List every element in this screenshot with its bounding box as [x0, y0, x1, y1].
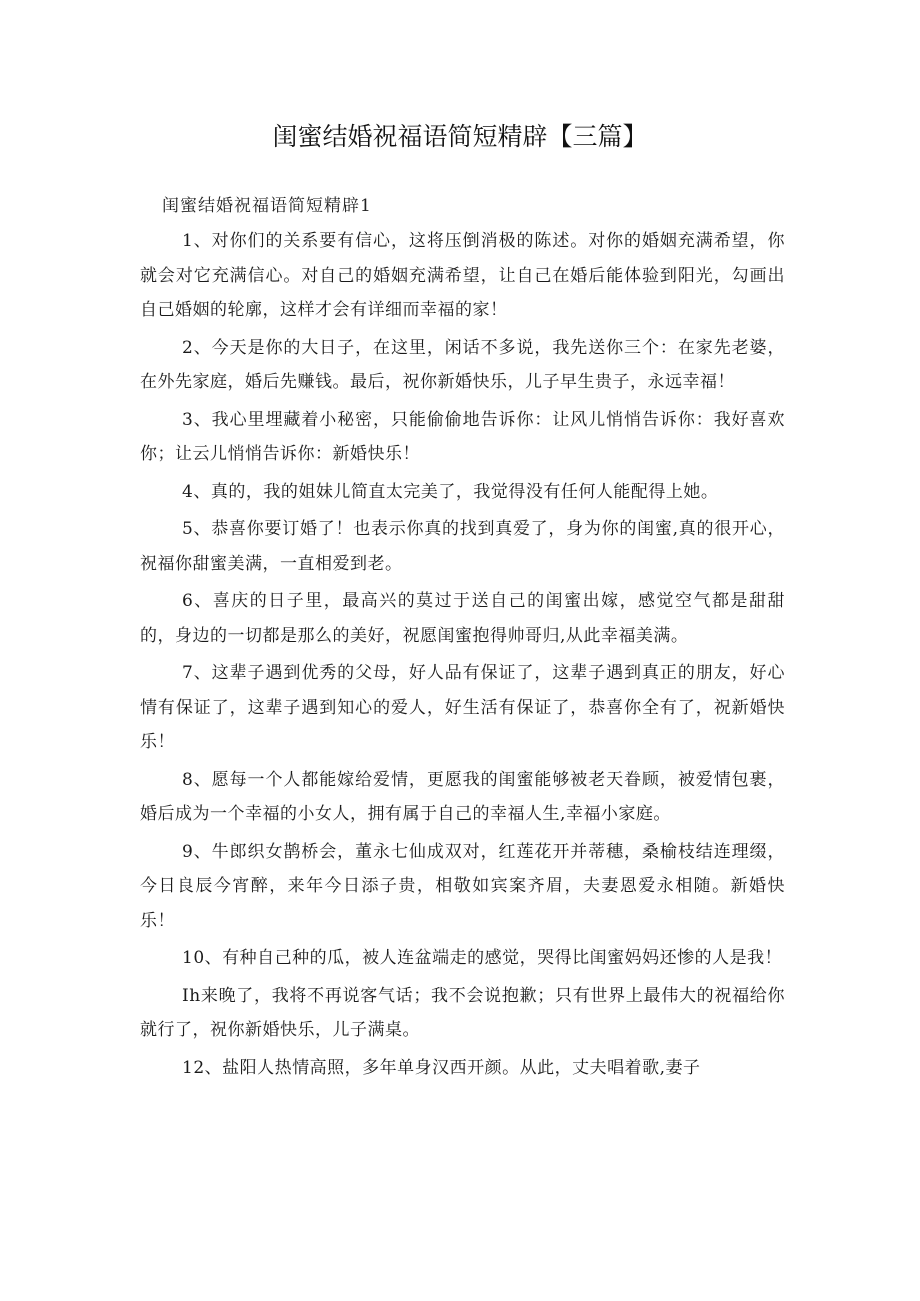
paragraph-9: 9、牛郎织女鹊桥会，董永七仙成双对，红莲花开并蒂穗，桑榆枝结连理缀，今日良辰今宵醉，来年今日添子贵，相敬如宾案齐眉，夫妻恩爱永相随。新婚快乐！	[140, 841, 785, 931]
paragraph-11: Ih来晚了，我将不再说客气话；我不会说抱歉；只有世界上最伟大的祝福给你就行了，祝你新婚快乐，儿子满桌。	[140, 985, 785, 1040]
paragraph-10: 10、有种自己种的瓜，被人连盆端走的感觉，哭得比闺蜜妈妈还惨的人是我！	[182, 948, 783, 968]
paragraph-8: 8、愿每一个人都能嫁给爱情，更愿我的闺蜜能够被老天眷顾，被爱情包裹，婚后成为一个幸福的小女人，拥有属于自己的幸福人生,幸福小家庭。	[140, 769, 785, 824]
paragraph-4: 4、真的，我的姐妹儿简直太完美了，我觉得没有任何人能配得上她。	[182, 481, 719, 502]
document-body	[140, 224, 785, 1088]
paragraph-2: 2、今天是你的大日子，在这里，闲话不多说，我先送你三个：在家先老婆，在外先家庭，婚后先赚钱。最后，祝你新婚快乐，儿子早生贵子，永远幸福！	[140, 337, 785, 392]
document-title: 闺蜜结婚祝福语简短精辟【三篇】	[272, 122, 648, 151]
paragraph-1: 1、对你们的关系要有信心，这将压倒消极的陈述。对你的婚姻充满希望，你就会对它充满信心。对自己的婚姻充满希望，让自己在婚后能体验到阳光，勾画出自己婚姻的轮廓，这样才会有详细而幸福的家！	[140, 231, 785, 320]
paragraph-5: 5、恭喜你要订婚了！也表示你真的找到真爱了，身为你的闺蜜,真的很开心，祝福你甜蜜美满，一直相爱到老。	[140, 519, 785, 574]
paragraph-6: 6、喜庆的日子里，最高兴的莫过于送自己的闺蜜出嫁，感觉空气都是甜甜的，身边的一切都是那么的美好，祝愿闺蜜抱得帅哥归,从此幸福美满。	[140, 591, 785, 646]
paragraph-3: 3、我心里埋藏着小秘密，只能偷偷地告诉你：让风儿悄悄告诉你：我好喜欢你；让云儿悄悄告诉你：新婚快乐！	[140, 409, 785, 464]
section-heading: 闺蜜结婚祝福语简短精辟1	[162, 196, 372, 216]
paragraph-12: 12、盐阳人热情高照，多年单身汉西开颜。从此，丈夫唱着歌,妻子	[182, 1057, 701, 1078]
paragraph-7: 7、这辈子遇到优秀的父母，好人品有保证了，这辈子遇到真正的朋友，好心情有保证了，这辈子遇到知心的爱人，好生活有保证了，恭喜你全有了，祝新婚快乐！	[140, 663, 785, 752]
